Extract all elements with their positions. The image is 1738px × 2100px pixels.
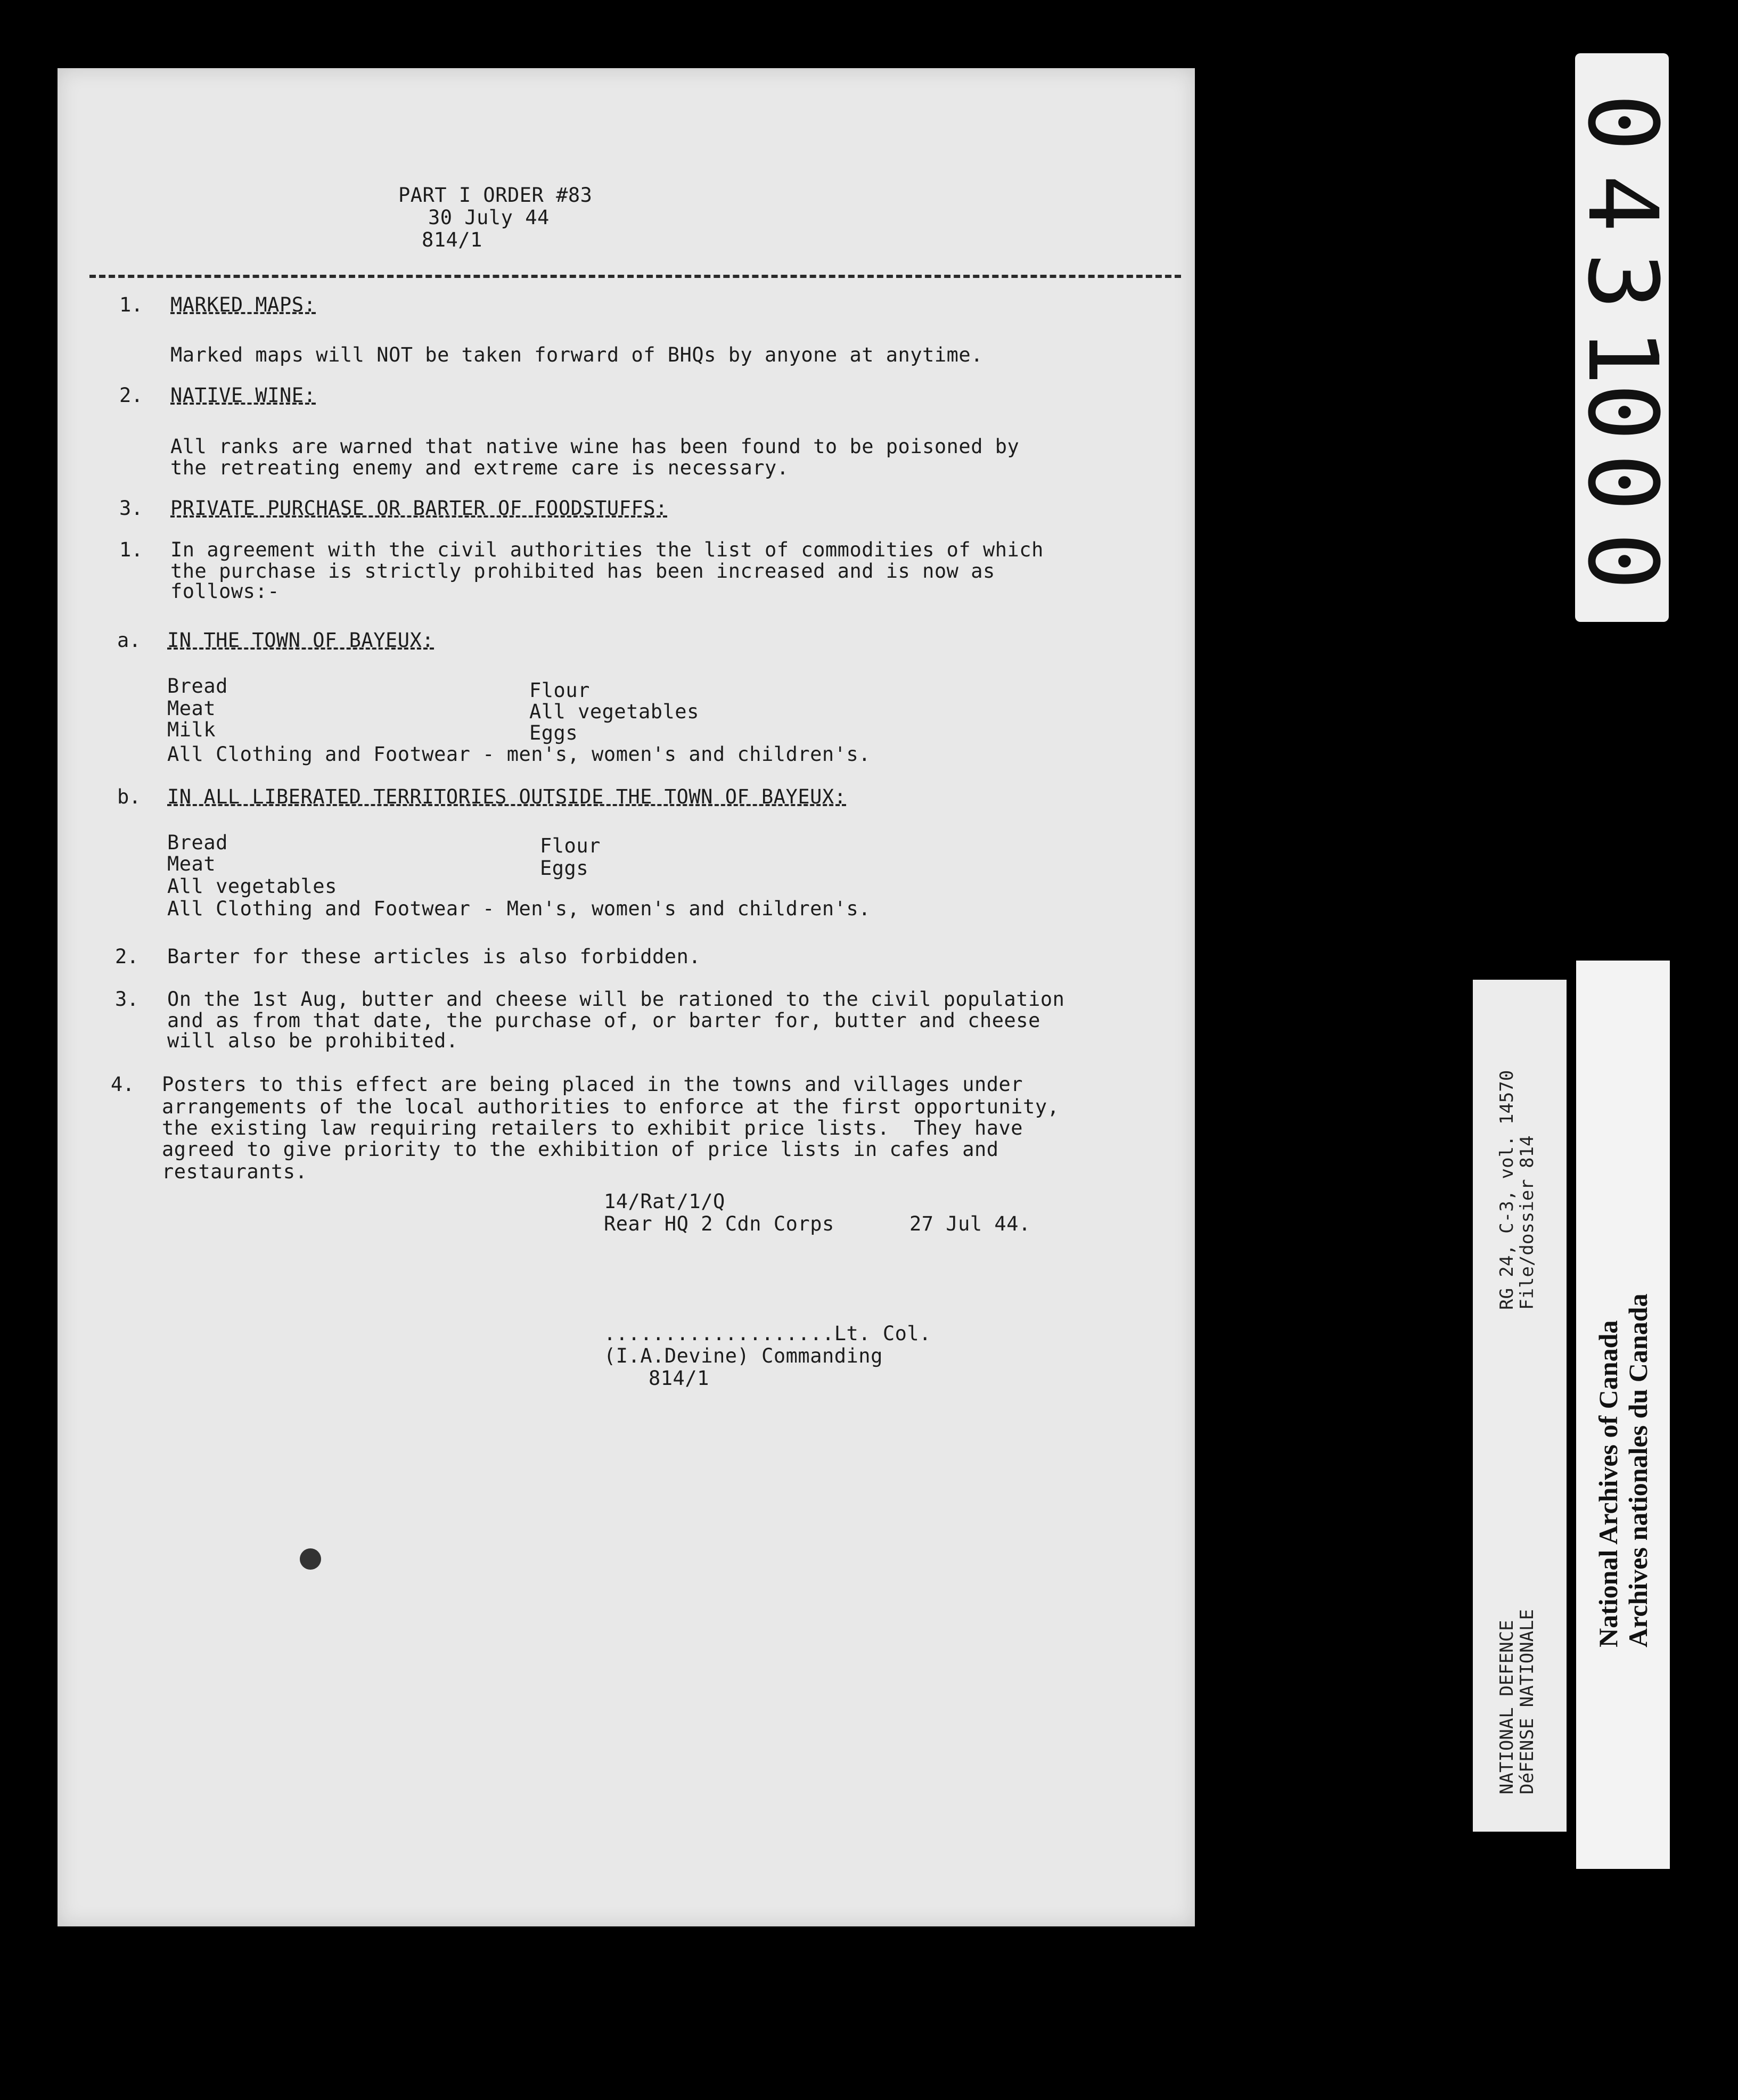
archive-ref-line: RG 24, C-3, vol. 14570 [1496, 1070, 1518, 1310]
list-item: Milk [167, 718, 216, 741]
signature-file: 814/1 [649, 1367, 709, 1390]
list-item: Eggs [540, 857, 589, 880]
list-item: Meat [167, 852, 216, 875]
frame-digit: 1 [1567, 327, 1678, 386]
ink-spot [300, 1548, 321, 1570]
subsection-title: IN THE TOWN OF BAYEUX: [167, 629, 434, 652]
list-item: Flour [529, 679, 590, 702]
list-item: All Clothing and Footwear - men's, women's and children's. [167, 743, 871, 766]
paragraph-line: Posters to this effect are being placed in the towns and villages under [162, 1073, 1023, 1096]
order-file: 814/1 [422, 228, 482, 251]
section-body-line: the retreating enemy and extreme care is necessary. [170, 456, 789, 479]
paragraph-number: 2. [115, 945, 139, 968]
subsection-letter: a. [117, 629, 141, 652]
order-date: 30 July 44 [428, 206, 550, 229]
paragraph-line: In agreement with the civil authorities the list of commodities of which [170, 538, 1044, 561]
section-title: MARKED MAPS: [170, 293, 316, 316]
paragraph-line: On the 1st Aug, butter and cheese will be rationed to the civil population [167, 988, 1065, 1011]
subsection-letter: b. [117, 785, 141, 808]
frame-digit: 4 [1567, 174, 1678, 233]
list-item: Bread [167, 675, 228, 698]
paragraph-line: restaurants. [162, 1160, 308, 1183]
list-item: All vegetables [529, 700, 699, 723]
paragraph-line: arrangements of the local authorities to enforce at the first opportunity, [162, 1095, 1060, 1118]
section-number: 1. [119, 293, 143, 316]
separator-line [89, 275, 1181, 278]
section-title: PRIVATE PURCHASE OR BARTER OF FOODSTUFFS: [170, 497, 668, 520]
section-body: Marked maps will NOT be taken forward of BHQs by anyone at anytime. [170, 343, 983, 366]
paragraph-number: 4. [111, 1073, 135, 1096]
reference-code: 14/Rat/1/Q [604, 1190, 725, 1213]
paragraph-line: the existing law requiring retailers to exhibit price lists. They have [162, 1117, 1023, 1139]
frame-digit: 0 [1567, 453, 1678, 512]
signatory-name: (I.A.Devine) Commanding [604, 1344, 883, 1367]
frame-digit: 0 [1567, 93, 1678, 152]
archive-name-line: Archives nationales du Canada [1623, 1293, 1653, 1647]
archive-reference-label [1473, 980, 1567, 1832]
order-title: PART I ORDER #83 [398, 184, 593, 207]
paragraph-line: follows:- [170, 580, 280, 603]
frame-digit: 3 [1567, 252, 1678, 310]
section-body-line: All ranks are warned that native wine has been found to be poisoned by [170, 435, 1020, 458]
paragraph-line: Barter for these articles is also forbidden. [167, 945, 701, 968]
section-number: 2. [119, 384, 143, 407]
list-item: All vegetables [167, 875, 337, 898]
paragraph-line: and as from that date, the purchase of, or barter for, butter and cheese [167, 1009, 1040, 1032]
reference-date: 27 Jul 44. [909, 1212, 1031, 1235]
archive-ref-line: File/dossier 814 [1516, 1135, 1538, 1310]
paragraph-line: agreed to give priority to the exhibition of price lists in cafes and [162, 1138, 999, 1161]
list-item: Bread [167, 831, 228, 854]
frame-digit: 0 [1567, 532, 1678, 590]
department-line: NATIONAL DEFENCE [1496, 1620, 1518, 1794]
archive-name-label [1576, 961, 1670, 1869]
signature-line: ...................Lt. Col. [604, 1322, 931, 1345]
list-item: All Clothing and Footwear - Men's, women's and children's. [167, 897, 871, 920]
frame-number-strip [1567, 53, 1678, 622]
list-item: Meat [167, 697, 216, 720]
paragraph-line: the purchase is strictly prohibited has been increased and is now as [170, 560, 995, 583]
document-page [58, 68, 1195, 1926]
reference-unit: Rear HQ 2 Cdn Corps [604, 1212, 834, 1235]
list-item: Eggs [529, 721, 578, 744]
department-line: DéFENSE NATIONALE [1516, 1609, 1538, 1794]
paragraph-line: will also be prohibited. [167, 1029, 458, 1052]
archive-name-line: National Archives of Canada [1593, 1320, 1623, 1647]
frame-digit: 0 [1567, 383, 1678, 441]
subsection-title: IN ALL LIBERATED TERRITORIES OUTSIDE THE TOWN OF BAYEUX: [167, 785, 847, 808]
paragraph-number: 1. [119, 538, 143, 561]
paragraph-number: 3. [115, 988, 139, 1011]
list-item: Flour [540, 834, 601, 857]
section-number: 3. [119, 497, 143, 520]
section-title: NATIVE WINE: [170, 384, 316, 407]
